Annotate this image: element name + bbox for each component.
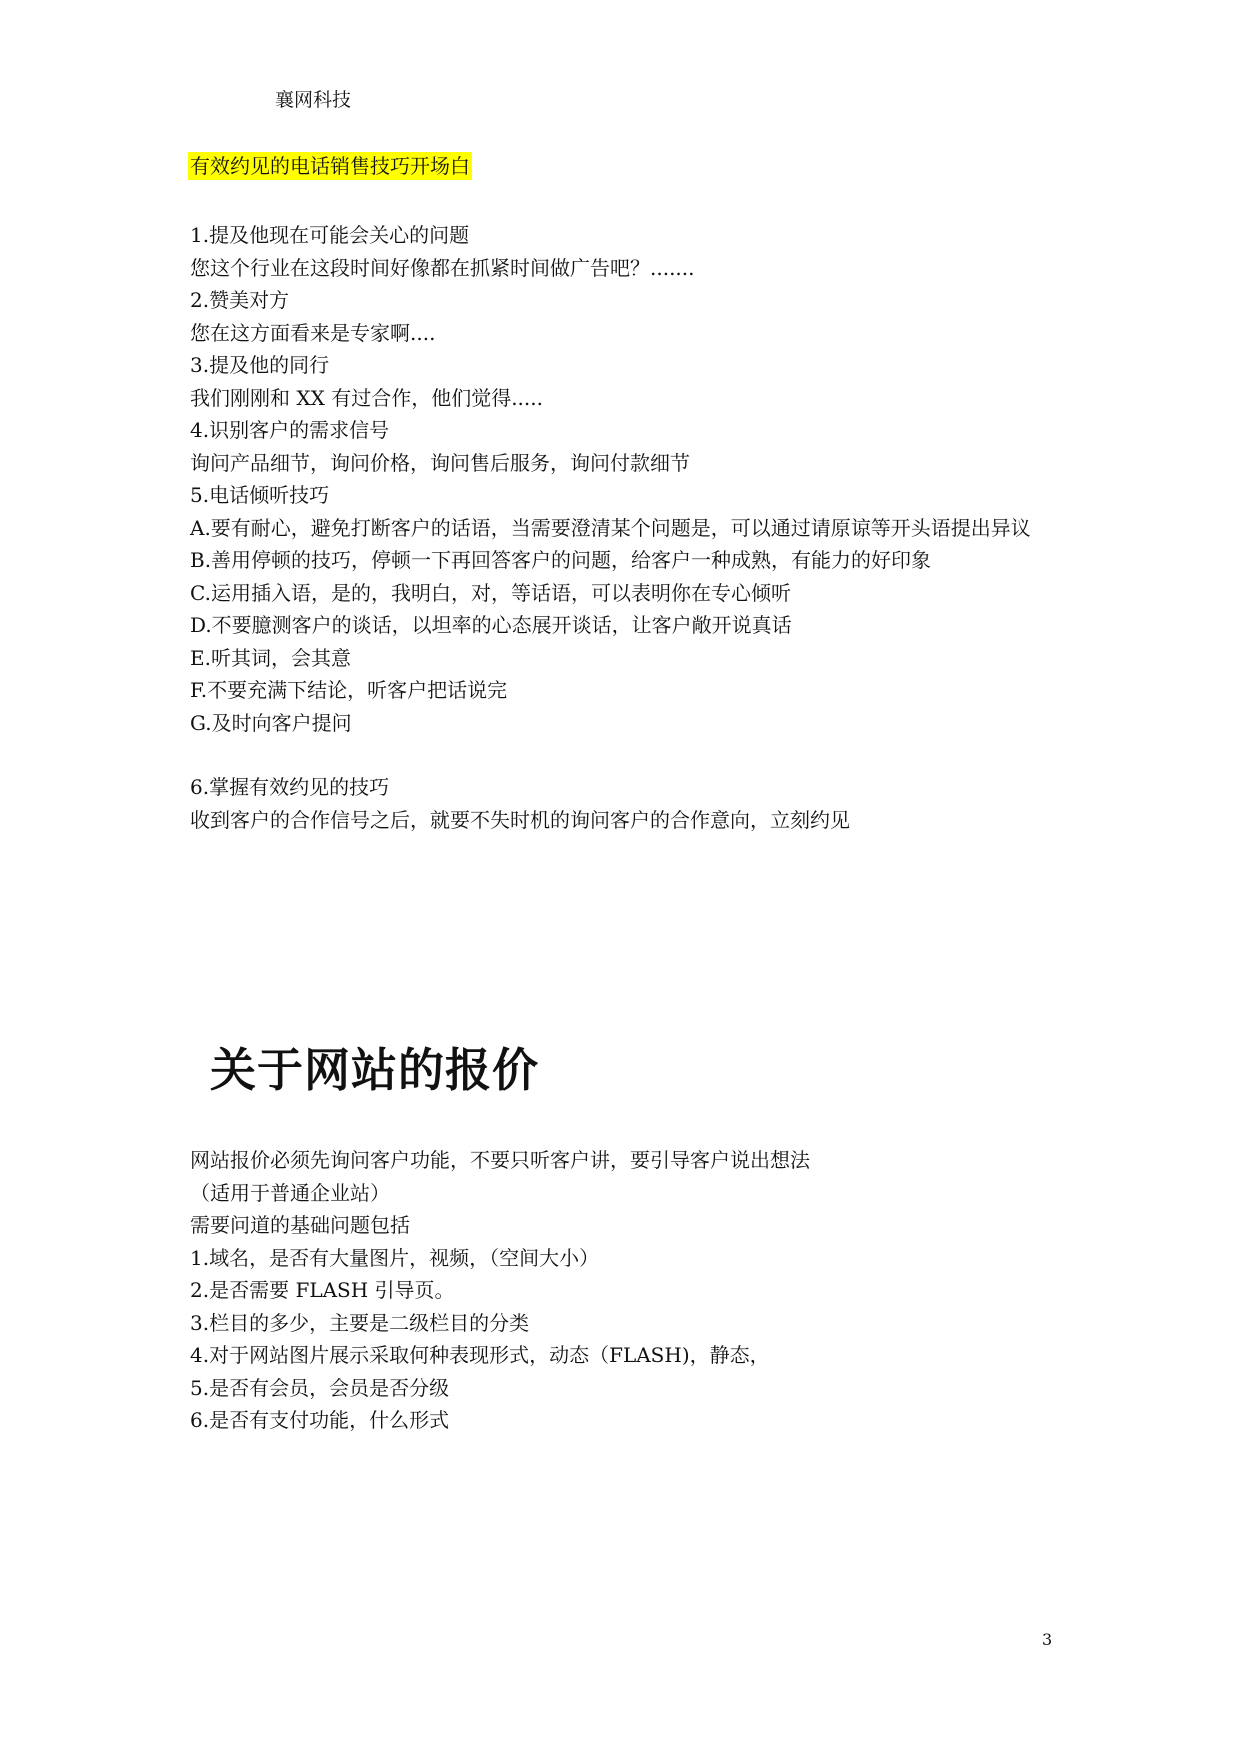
sales-techniques-body — [190, 219, 1070, 836]
body-line: 2.赞美对方 — [190, 288, 290, 312]
section-heading-website-quote: 关于网站的报价 — [210, 1043, 539, 1097]
body-line: 需要问道的基础问题包括 — [190, 1213, 410, 1237]
body-line: 4.对于网站图片展示采取何种表现形式，动态（FLASH)，静态， — [190, 1343, 770, 1367]
body-line: 1.域名，是否有大量图片，视频，（空间大小） — [190, 1245, 600, 1270]
body-line: 4.识别客户的需求信号 — [190, 418, 390, 442]
body-line: 我们刚刚和 XX 有过合作，他们觉得..... — [190, 385, 543, 410]
body-line: A.要有耐心，避免打断客户的话语，当需要澄清某个问题是，可以通过请原谅等开头语提出异议 — [190, 515, 1031, 540]
body-line: 2.是否需要 FLASH 引导页。 — [190, 1278, 455, 1302]
page-number: 3 — [1042, 1630, 1053, 1649]
body-line: 您这个行业在这段时间好像都在抓紧时间做广告吧？....... — [190, 255, 695, 280]
body-line: C.运用插入语，是的，我明白，对，等话语，可以表明你在专心倾听 — [190, 580, 791, 605]
body-line: 5.是否有会员，会员是否分级 — [190, 1375, 450, 1400]
body-line: 3.提及他的同行 — [190, 353, 330, 377]
body-line: 1.提及他现在可能会关心的问题 — [190, 223, 470, 247]
body-line: D.不要臆测客户的谈话，以坦率的心态展开谈话，让客户敞开说真话 — [190, 613, 792, 637]
body-line: 收到客户的合作信号之后，就要不失时机的询问客户的合作意向，立刻约见 — [190, 807, 850, 832]
paragraph-gap — [190, 739, 1070, 771]
body-line: 5.电话倾听技巧 — [190, 483, 330, 507]
body-line: 3.栏目的多少，主要是二级栏目的分类 — [190, 1310, 530, 1335]
section-title-highlighted: 有效约见的电话销售技巧开场白 — [190, 154, 470, 178]
body-line: 6.掌握有效约见的技巧 — [190, 775, 390, 799]
body-line: 网站报价必须先询问客户功能，不要只听客户讲，要引导客户说出想法 — [190, 1148, 810, 1172]
body-line: G.及时向客户提问 — [190, 710, 352, 735]
header-company-name: 襄网科技 — [275, 89, 352, 111]
body-line: （适用于普通企业站） — [190, 1180, 390, 1205]
body-line: 6.是否有支付功能，什么形式 — [190, 1408, 450, 1432]
body-line: 询问产品细节，询问价格，询问售后服务，询问付款细节 — [190, 450, 690, 475]
body-line: E.听其词，会其意 — [190, 645, 351, 670]
body-line: F.不要充满下结论，听客户把话说完 — [190, 678, 508, 702]
body-line: 您在这方面看来是专家啊.... — [190, 320, 436, 345]
website-quote-body — [190, 1144, 1070, 1437]
body-line: B.善用停顿的技巧，停顿一下再回答客户的问题，给客户一种成熟，有能力的好印象 — [190, 548, 932, 572]
